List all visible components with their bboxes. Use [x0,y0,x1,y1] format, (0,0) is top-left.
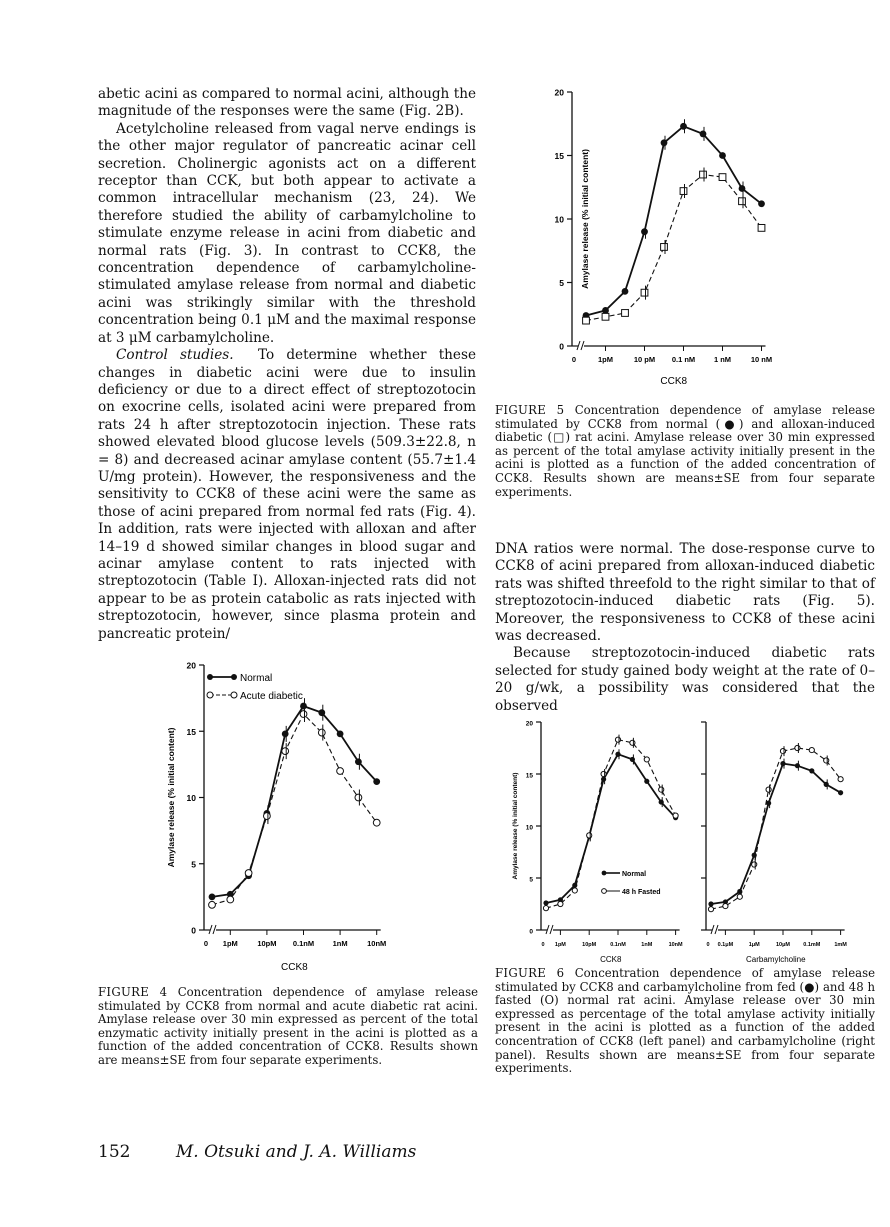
run-in-heading: Control studies. [116,347,234,364]
fig6-legend-fasted-label: 48 h Fasted [622,889,661,896]
fig6-right-point-open [824,758,829,763]
fig6-left-y-tick-label: 5 [529,876,533,884]
fig4-legend-diabetic-label: Acute diabetic [240,691,303,702]
fig6-legend-normal-label: Normal [622,871,647,878]
fig4-point-open [245,870,252,877]
fig4-point-filled [318,709,325,716]
fig4-legend-diabetic-marker [231,692,237,698]
fig4-point-filled [337,731,344,738]
author-line: M. Otsuki and J. A. Williams [175,1142,417,1162]
fig4-point-filled [373,778,380,785]
fig4-x-tick-label: 0.1nM [292,939,315,948]
fig5-axis-break [577,341,584,350]
figure6-caption [495,967,875,1076]
fig6-right-point-open [838,777,843,782]
figure4-caption [98,986,478,1068]
fig5-point-open-square [583,317,590,324]
fig4-y-tick-label: 0 [191,925,196,936]
fig6-left-x-label: CCK8 [600,955,622,964]
fig4-legend-diabetic-marker [207,692,213,698]
fig6-legend-normal-marker [602,871,607,876]
fig5-x-tick-label: 1pM [598,355,613,364]
fig6-left-y-tick-label: 15 [525,772,533,780]
fig4-point-filled [355,758,362,765]
figure5-chart [548,78,823,398]
fig4-y-label: Amylase release (% initial content) [166,727,176,868]
fig6-right-point-filled [795,763,800,768]
fig4-point-open [355,794,362,801]
fig6-right-point-filled [708,901,713,906]
fig6-left-point-filled [543,900,548,905]
fig6-left-y-tick-label: 0 [529,928,533,936]
fig6-left-point-open [587,833,592,838]
fig6-right-x-tick-label: 1μM [748,942,760,948]
fig5-y-tick-label: 10 [554,214,564,225]
fig4-y-tick-label: 5 [191,859,196,870]
fig6-left-x-tick-label: 0.1nM [610,942,626,948]
fig6-right-point-open [723,903,728,908]
fig6-right-x-tick-label: 0.1mM [803,942,821,948]
fig5-point-filled [602,307,609,314]
fig6-right-point-filled [809,768,814,773]
fig5-point-filled [758,200,765,207]
fig6-right-point-filled [824,782,829,787]
fig5-point-open-square [602,313,609,320]
fig6-right-point-open [809,747,814,752]
fig5-point-filled [739,185,746,192]
fig5-x-tick-label: 10 nM [750,355,773,364]
figure4-chart [160,660,425,985]
fig5-y-tick-label: 20 [554,87,564,98]
fig5-y-tick-label: 5 [559,278,564,288]
fig5-point-open-square [641,289,648,296]
fig6-left-point-open [601,771,606,776]
fig5-point-filled [661,139,668,146]
fig4-series-line-a [212,706,377,897]
fig6-right-point-open [752,862,757,867]
fig6-left-axis-break [546,925,553,934]
fig5-x-label: CCK8 [660,376,688,387]
fig5-x-tick-label: 1 nM [713,355,732,364]
fig6-left-y-tick-label: 10 [525,824,533,832]
fig5-point-open-square [622,310,629,317]
fig5-series-line-b [586,175,762,321]
fig5-point-filled [641,228,648,235]
fig5-x-tick-label: 10 pM [633,355,656,364]
fig4-legend-normal-label: Normal [240,673,273,684]
fig6-right-x-tick-label: 0.1μM [717,942,734,948]
figure4-caption-text: Concentration dependence of amylase release stimulated by CCK8 from normal and acute diabetic rat acini. Amylase release over 30 min expressed as percent of the total enzymatic activity initially present in the acini is plotted as a function of the added concentration of CCK8. Results shown are means±SE from four separate experiments. [98,985,479,1067]
fig6-left-x-tick-label: 0 [541,942,545,948]
fig6-right-x-tick-label: 0 [706,942,710,948]
fig5-x-tick-label: 0.1 nM [671,355,696,364]
fig4-point-open [337,768,344,775]
fig5-series-line-a [586,126,762,315]
fig6-left-x-tick-label: 10pM [582,942,597,948]
fig4-point-open [209,901,216,908]
fig6-right-point-open [795,745,800,750]
paragraph-acetylcholine: Acetylcholine released from vagal nerve endings is the other major regulator of pancreatic acinar cell secretion. Cholinergic agonists act on a different receptor than CCK, but both appear to activate a common intracellular mechanism (23, 24). We therefore studied the ability of carbamylcholine to stimulate enzyme release in acini from diabetic and normal rats (Fig. 3). In contrast to CCK8, the concentration dependence of carbamylcholine-stimulated amylase release from normal and diabetic acini was strikingly similar with the threshold concentration being 0.1 μM and the maximal response at 3 μM carbamylcholine. [98,120,476,346]
fig4-series-line-b [212,714,377,905]
figure6-chart [500,710,870,970]
fig6-left-point-open [630,740,635,745]
fig4-point-open [318,729,325,736]
figure5-caption-text: Concentration dependence of amylase release stimulated by CCK8 from normal (●) and alloxan-induced diabetic (□) rat acini. Amylase release over 30 min expressed as percent of the total amylase activity initially present in the acini is plotted as a function of the added concentration of CCK8. Results shown are means±SE from four separate experiments. [495,403,876,499]
fig4-point-open [373,819,380,826]
fig6-left-y-label: Amylase release (% initial content) [512,772,519,880]
paragraph-continued: abetic acini as compared to normal acini, although the magnitude of the responses were the same (Fig. 2B). [98,86,476,120]
fig4-point-filled [300,703,307,710]
fig5-point-filled [719,152,726,159]
fig6-left-point-open [644,757,649,762]
right-text-column [495,541,875,715]
fig6-left-point-filled [644,779,649,784]
fig6-legend-fasted-marker [602,889,607,894]
fig6-left-point-filled [615,752,620,757]
fig6-left-x-tick-label: 1pM [554,942,566,948]
fig6-left-series-line-a [546,754,676,903]
fig6-right-point-filled [838,790,843,795]
page-footer [98,1142,416,1162]
fig6-left-point-open [673,813,678,818]
fig6-left-point-open [558,901,563,906]
fig4-legend-normal-marker [207,674,213,680]
figure5-caption [495,404,875,499]
fig5-point-open-square [719,174,726,181]
fig6-right-x-tick-label: 10μM [775,942,791,948]
fig6-right-series-line-b [711,748,841,909]
figure6-caption-text: Concentration dependence of amylase release stimulated by CCK8 and carbamylcholine from fed (●) and 48 h fasted (O) normal rat acini. Amylase release over 30 min expressed as percentage of the total amylase activity initially present in the acini is plotted as a function of the added concentration of CCK8 (left panel) and carbamylcholine (right panel). Results shown are means±SE from four separate experiments. [495,966,876,1076]
figure4-label: FIGURE 4 [98,985,168,999]
fig4-point-open [300,711,307,718]
fig6-left-point-open [659,787,664,792]
fig6-left-point-open [572,888,577,893]
fig4-point-filled [209,893,216,900]
fig4-x-tick-label: 1pM [222,939,238,948]
fig4-point-open [282,748,289,755]
fig6-right-point-open [780,749,785,754]
fig5-x-tick-label: 0 [571,355,577,364]
fig4-x-tick-label: 10nM [367,939,387,948]
fig4-x-tick-label: 10pM [257,939,277,948]
fig5-point-open-square [661,244,668,251]
fig6-left-x-tick-label: 10nM [668,942,683,948]
fig4-x-tick-label: 0 [203,939,209,948]
fig6-right-point-filled [780,761,785,766]
fig5-y-tick-label: 0 [559,341,564,352]
fig6-right-series-line-a [711,764,841,904]
fig6-left-point-filled [659,799,664,804]
fig4-point-open [227,896,234,903]
fig5-point-filled [700,131,707,138]
fig6-right-point-open [766,787,771,792]
fig4-y-tick-label: 15 [186,726,196,737]
fig5-point-open-square [739,198,746,205]
fig4-y-tick-label: 10 [186,793,196,803]
paragraph-dna-ratios: DNA ratios were normal. The dose-response curve to CCK8 of acini prepared from alloxan-induced diabetic rats was shifted threefold to the right similar to that of streptozotocin-induced diabetic rats (Fig. 5). Moreover, the responsiveness to CCK8 of these acini was decreased. [495,541,875,645]
fig5-y-label: Amylase release (% initial content) [580,149,590,289]
fig4-point-filled [282,731,289,738]
fig5-y-tick-label: 15 [554,151,564,161]
page-number: 152 [98,1142,131,1162]
fig6-left-x-tick-label: 1nM [641,942,653,948]
fig4-x-label: CCK8 [281,962,308,973]
fig6-right-point-open [708,907,713,912]
fig5-point-filled [622,288,629,295]
fig6-left-point-filled [630,757,635,762]
paragraph-weight-gain: Because streptozotocin-induced diabetic rats selected for study gained body weight at the rate of 0–20 g/wk, a possibility was considered that the observed [495,645,875,714]
fig4-x-tick-label: 1nM [332,939,348,948]
fig4-point-open [264,813,271,820]
fig6-right-x-label: Carbamylcholine [746,955,806,964]
fig4-legend-normal-marker [231,674,237,680]
fig5-point-open-square [758,224,765,231]
fig6-right-x-tick-label: 1mM [834,942,847,948]
figure6-label: FIGURE 6 [495,966,565,980]
fig6-right-point-open [737,894,742,899]
control-studies-text: To determine whether these changes in diabetic acini were due to insulin deficiency or due to a direct effect of streptozotocin on exocrine cells, isolated acini were prepared from rats 24 h after streptozotocin injection. These rats showed elevated blood glucose levels (509.3±22.8, n = 8) and decreased acinar amylase content (55.7±1.4 U/mg protein). However, the responsiveness and the sensitivity to CCK8 of these acini were the same as those of acini prepared from normal fed rats (Fig. 4). In addition, rats were injected with alloxan and after 14–19 d showed similar changes in blood sugar and acinar amylase content to rats injected with streptozotocin (Table I). Alloxan-injected rats did not appear to be as protein catabolic as rats injected with streptozotocin, however, since plasma protein and pancreatic protein/ [98,347,476,642]
fig6-left-point-open [543,906,548,911]
fig6-right-axis-break [711,925,718,934]
fig5-point-open-square [680,188,687,195]
fig6-left-y-tick-label: 20 [525,720,533,728]
fig4-y-tick-label: 20 [186,660,196,671]
fig5-point-open-square [700,171,707,178]
fig4-axis-break [209,925,216,934]
paragraph-control-studies [98,347,476,643]
fig5-point-filled [680,123,687,130]
figure5-label: FIGURE 5 [495,403,565,417]
left-text-column [98,86,476,643]
fig6-left-point-open [615,737,620,742]
